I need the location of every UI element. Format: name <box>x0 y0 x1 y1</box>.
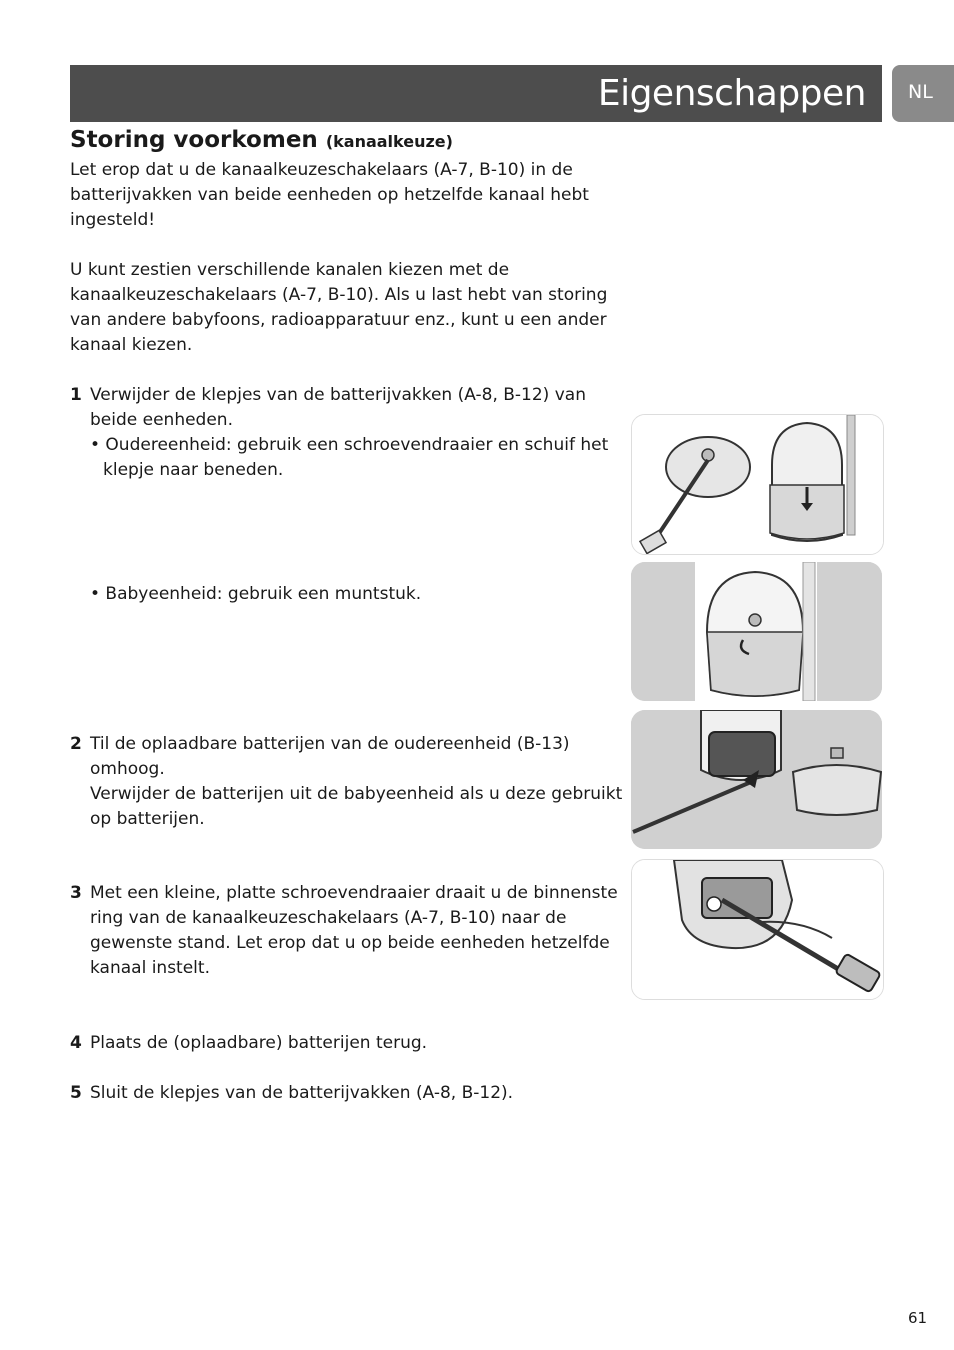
header-bar <box>70 65 882 122</box>
step-5-text: Sluit de klepjes van de batterijvakken (A-8, B-12). <box>90 1083 514 1103</box>
text-line: Let erop dat u de kanaalkeuzeschakelaars (A-7, B-10) in de <box>70 160 573 180</box>
illustration-baby-unit-cover <box>631 562 882 701</box>
text-line: Verwijder de batterijen uit de babyeenheid als u deze gebruikt <box>90 784 623 804</box>
step-4-number: 4 <box>70 1033 82 1053</box>
step-3-text <box>90 881 618 981</box>
section-title <box>70 127 453 153</box>
text-line: beide eenheden. <box>90 410 233 430</box>
text-line: ring van de kanaalkeuzeschakelaars (A-7, B-10) naar de <box>90 908 567 928</box>
intro-paragraph-2 <box>70 258 607 358</box>
bullet-baby-unit: • Babyeenheid: gebruik een muntstuk. <box>90 584 422 604</box>
text-line: klepje naar beneden. <box>103 460 284 480</box>
text-line: kanaalkeuzeschakelaars (A-7, B-10). Als u last hebt van storing <box>70 285 608 305</box>
section-title-text: Storing voorkomen <box>70 127 318 153</box>
page-number: 61 <box>908 1309 928 1327</box>
text-line: gewenste stand. Let erop dat u op beide eenheden hetzelfde <box>90 933 610 953</box>
text-line: op batterijen. <box>90 809 205 829</box>
text-line: omhoog. <box>90 759 165 779</box>
text-line: batterijvakken van beide eenheden op hetzelfde kanaal hebt <box>70 185 589 205</box>
text-line: ingesteld! <box>70 210 156 230</box>
intro-paragraph-1 <box>70 158 589 233</box>
page-title: Eigenschappen <box>597 73 866 114</box>
illustration-parent-unit-cover <box>631 414 884 555</box>
step-2-text <box>90 732 622 832</box>
text-line: U kunt zestien verschillende kanalen kiezen met de <box>70 260 510 280</box>
bullet-parent-unit: • Oudereenheid: gebruik een schroevendraaier en schuif het <box>90 435 609 455</box>
text-line: Verwijder de klepjes van de batterijvakken (A-8, B-12) van <box>90 385 586 405</box>
illustration-batteries <box>631 710 882 849</box>
language-label: NL <box>908 81 933 103</box>
illustration-channel-selector <box>631 859 884 1000</box>
step-5-number: 5 <box>70 1083 82 1103</box>
language-tab <box>892 65 954 122</box>
step-1-text <box>90 383 608 483</box>
step-1-number: 1 <box>70 385 82 405</box>
text-line: Til de oplaadbare batterijen van de oudereenheid (B-13) <box>90 734 570 754</box>
text-line: kanaal instelt. <box>90 958 210 978</box>
section-subtitle: (kanaalkeuze) <box>325 132 453 151</box>
text-line: Met een kleine, platte schroevendraaier draait u de binnenste <box>90 883 618 903</box>
step-4-text: Plaats de (oplaadbare) batterijen terug. <box>90 1033 428 1053</box>
step-2-number: 2 <box>70 734 82 754</box>
text-line: van andere babyfoons, radioapparatuur enz., kunt u een ander <box>70 310 607 330</box>
text-line: kanaal kiezen. <box>70 335 193 355</box>
step-3-number: 3 <box>70 883 82 903</box>
